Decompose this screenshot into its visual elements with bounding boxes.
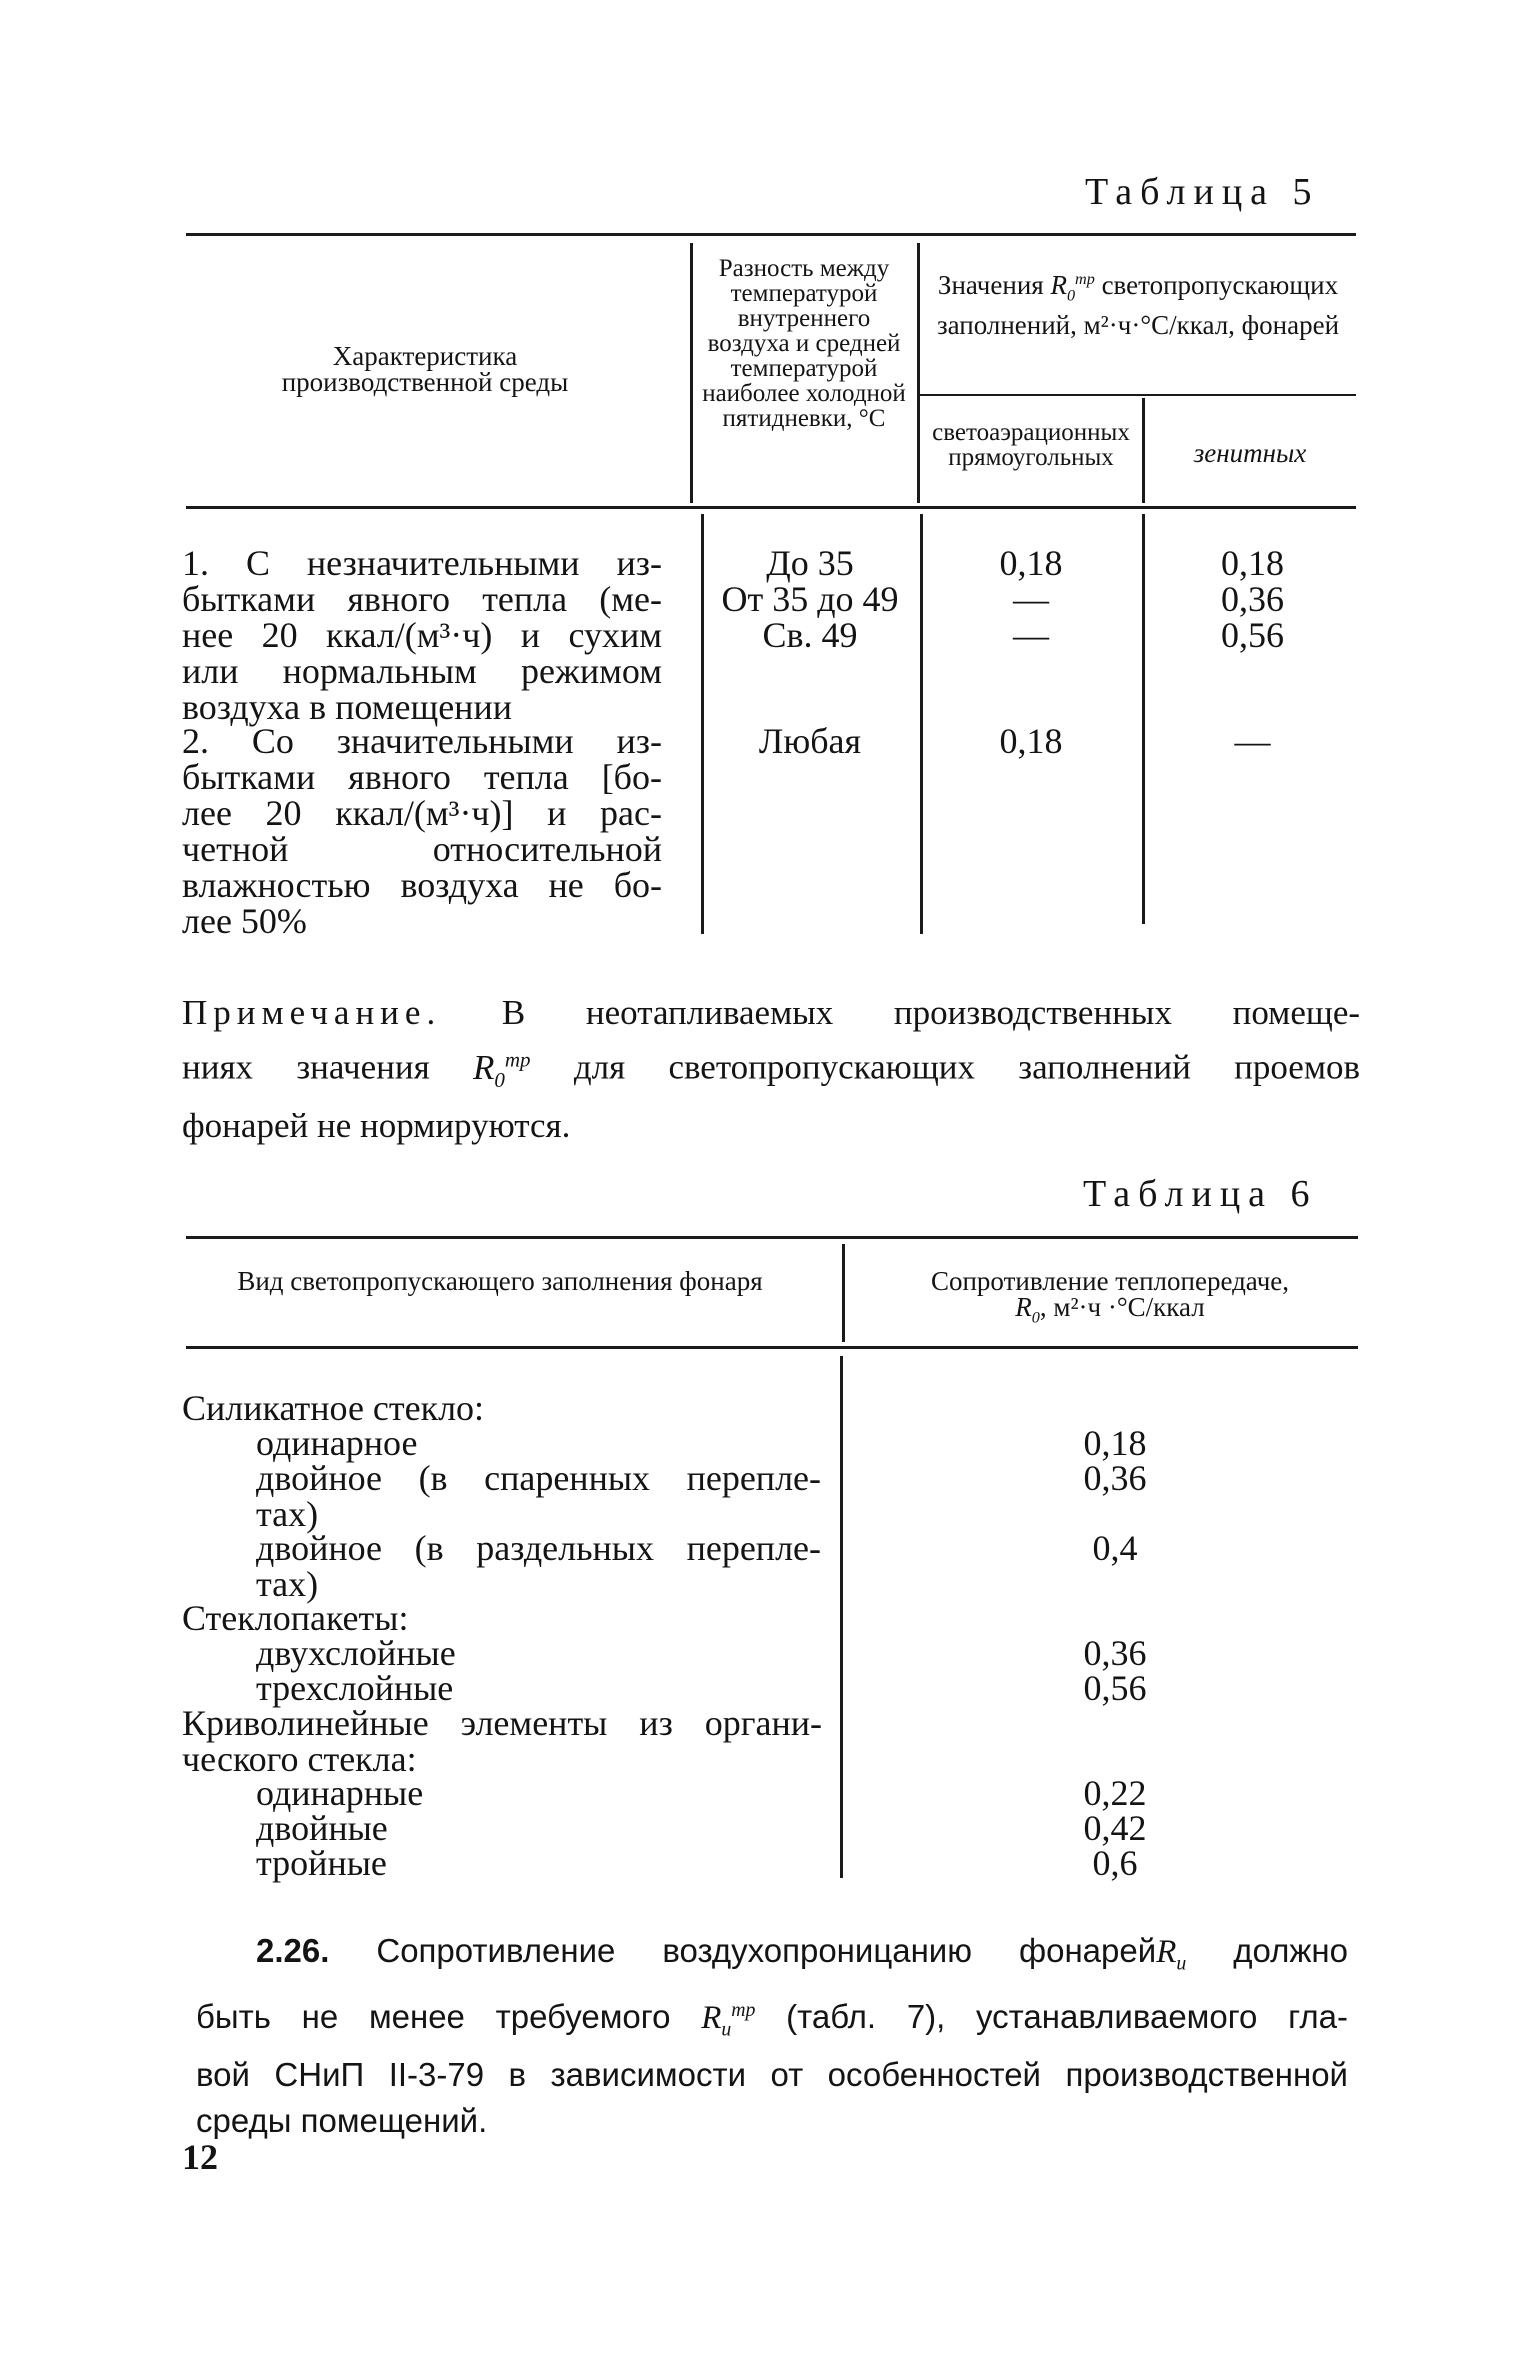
- table5-header-zenith: зенитных: [1193, 438, 1307, 468]
- table5-row1-rect-3: —: [1013, 615, 1049, 655]
- paragraph-text1: Сопротивление воздухопроницанию фонарей: [376, 1932, 1157, 1969]
- table6-value-three-layer: 0,56: [1083, 1668, 1147, 1708]
- paragraph-number: 2.26.: [256, 1932, 330, 1969]
- table6-top-rule: [186, 1236, 1358, 1239]
- table6-value-curved-triple: 0,6: [1092, 1843, 1138, 1883]
- table6-row-single: одинарное: [256, 1423, 418, 1463]
- table6-vrule-top: [842, 1244, 845, 1342]
- note-line1: В неотапливаемых производственных помеще-: [501, 993, 1361, 1032]
- table6-header-rule: [186, 1346, 1358, 1349]
- table6-row-three-layer: трехслойные: [256, 1668, 454, 1708]
- table6-value-single: 0,18: [1083, 1423, 1147, 1463]
- ru-symbol: $R_и$: [1156, 1934, 1187, 1975]
- table5-row2-zenith: —: [1234, 721, 1271, 761]
- table5-header-prefix: Значения: [937, 270, 1044, 300]
- r0-symbol: $R_0^{тр}$: [472, 1047, 531, 1092]
- table5-subheader-rule: [918, 394, 1356, 396]
- table6-value-double-separate: 0,4: [1092, 1528, 1138, 1568]
- table5-header-resistance-group: [930, 264, 1346, 340]
- table5-row1-rect-1: 0,18: [999, 543, 1063, 583]
- table5-row1-delta-3: Св. 49: [762, 615, 858, 655]
- table5-header-suffix: светопропускающих заполнений, м²·ч·°С/ккал, фонарей: [936, 270, 1340, 341]
- table6-value-double-paired: 0,36: [1083, 1458, 1147, 1498]
- table6-header-resistance: Сопротивление теплопередаче, $R_0$, м²·ч ·°С/ккал: [930, 1266, 1290, 1327]
- table6-group-glass-units: Стеклопакеты:: [182, 1598, 409, 1638]
- table6-row-two-layer: двухслойные: [256, 1633, 456, 1673]
- table5-row2-delta: Любая: [758, 721, 862, 761]
- table5-vrule-2: [917, 243, 920, 503]
- table6-row-curved-triple: тройные: [256, 1843, 387, 1883]
- table6-value-curved-single: 0,22: [1083, 1773, 1147, 1813]
- table5-row2-environment: 2. Со значительными из- бытками явного тепла [бо- лее 20 ккал/(м³·ч)] и рас- четной относительной влажностью воздуха не бо- лее 50%: [182, 721, 662, 941]
- table6-row-double-paired: двойное (в спаренных перепле- тах): [256, 1458, 821, 1534]
- note-line3: фонарей не нормируются.: [182, 1105, 571, 1145]
- table5-row1-environment: 1. С незначительными из- бытками явного тепла (ме- нее 20 ккал/(м³·ч) и сухим или нормальным режимом воздуха в помещении: [182, 543, 662, 727]
- paragraph-2-26: 2.26. Сопротивление воздухопроницанию фонарейR$_и$ должно быть не менее требуемого $R_и^{тр}$ (табл. 7), устанавливаемого гла- вой СНиП II-3-79 в зависимости от особенностей производственной среды помещений.: [196, 1932, 1349, 2140]
- table6-header-filling: Вид светопропускающего заполнения фонаря: [237, 1266, 763, 1296]
- note-paragraph: [182, 990, 1360, 1149]
- r0-symbol: $R_0^{тр}$: [1050, 270, 1095, 305]
- table6-group-silicate: Силикатное стекло:: [182, 1388, 485, 1428]
- table6-value-two-layer: 0,36: [1083, 1633, 1147, 1673]
- table6-row-curved-double: двойные: [256, 1808, 388, 1848]
- table5-header-environment: Характеристика производственной среды: [281, 341, 569, 397]
- table6-group-curved: Криволинейные элементы из органи- ческого стекла:: [182, 1703, 822, 1779]
- table5-row1-rect-2: —: [1013, 579, 1049, 619]
- table6-caption: Таблица 6: [1083, 1173, 1318, 1215]
- table6-row-curved-single: одинарные: [256, 1773, 424, 1813]
- table5-row1-zenith-2: 0,36: [1221, 579, 1284, 619]
- table5-vrule-1: [690, 243, 693, 503]
- table5-header-rectangular: светоаэрационных прямоугольных: [932, 419, 1130, 471]
- table5-caption: Таблица 5: [1085, 171, 1320, 213]
- note-label: Примечание.: [182, 993, 442, 1032]
- page-number: 12: [182, 2137, 218, 2177]
- table6-value-curved-double: 0,42: [1083, 1808, 1147, 1848]
- table5-header-rule: [186, 506, 1356, 509]
- table5-row1-delta-2: От 35 до 49: [721, 579, 899, 619]
- table5-row1-delta-1: До 35: [766, 543, 854, 583]
- table6-row-double-separate: двойное (в раздельных перепле- тах): [256, 1528, 821, 1604]
- table5-row2-rect: 0,18: [999, 721, 1063, 761]
- table5-row1-zenith-3: 0,56: [1221, 615, 1284, 655]
- r0-symbol: $R_0$: [1015, 1292, 1040, 1327]
- ru-tr-symbol: $R_и^{тр}$: [701, 1998, 756, 2041]
- paragraph-text2: должно: [1233, 1932, 1349, 1969]
- table5-vrule-3: [1142, 398, 1145, 503]
- note-line2-pre: ниях значения: [182, 1047, 430, 1087]
- table6-vrule-body: [840, 1356, 843, 1878]
- table5-row1-zenith-1: 0,18: [1221, 543, 1284, 583]
- table5-top-rule: [186, 233, 1356, 236]
- note-line2-post: для светопропускающих заполнений проемов: [573, 1047, 1360, 1087]
- table5-header-temperature-difference: Разность между температурой внутреннего воздуха и средней температурой наиболее холодной пятидневки, °С: [702, 255, 906, 432]
